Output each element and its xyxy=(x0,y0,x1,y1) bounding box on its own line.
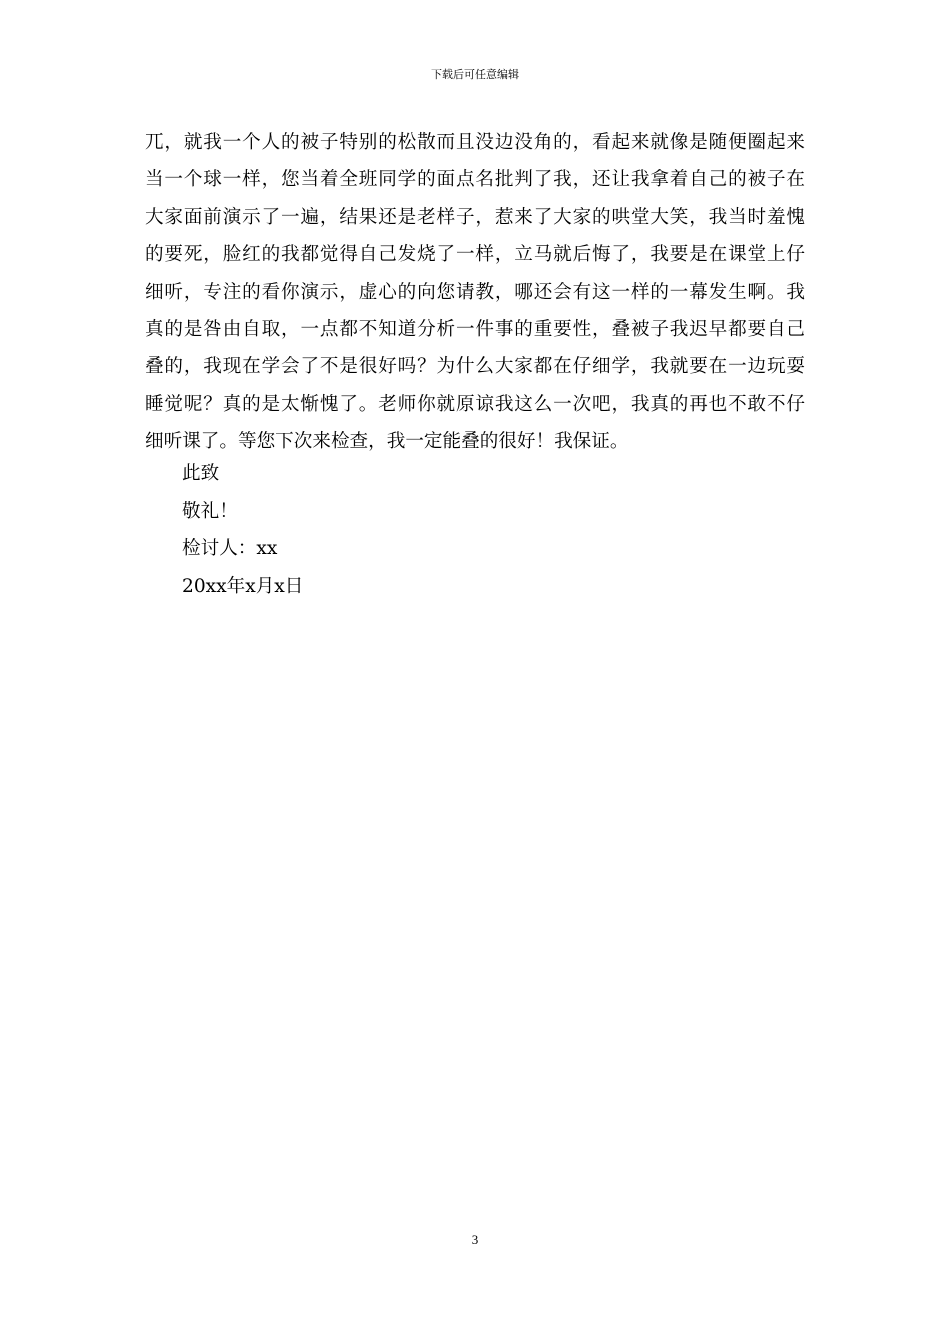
body-line: 当一个球一样，您当着全班同学的面点名批判了我，还让我拿着自己的被子在 xyxy=(145,169,805,191)
body-line: 叠的，我现在学会了不是很好吗？为什么大家都在仔细学，我就要在一边玩耍 xyxy=(145,356,805,378)
body-line: 睡觉呢？真的是太惭愧了。老师你就原谅我这么一次吧，我真的再也不敢不仔 xyxy=(145,393,805,415)
page-number: 3 xyxy=(471,1232,479,1247)
body-line: 的要死，脸红的我都觉得自己发烧了一样，立马就后悔了，我要是在课堂上仔 xyxy=(145,244,805,266)
body-line: 细听，专注的看你演示，虚心的向您请教，哪还会有这一样的一幕发生啊。我 xyxy=(145,281,805,303)
closing-date: 20xx年x月x日 xyxy=(182,575,304,597)
closing-regards: 敬礼！ xyxy=(182,500,238,522)
body-line: 真的是咎由自取，一点都不知道分析一件事的重要性，叠被子我迟早都要自己 xyxy=(145,318,805,340)
page-header: 下载后可任意编辑 xyxy=(431,68,519,81)
letter-body xyxy=(145,124,805,461)
body-line: 兀，就我一个人的被子特别的松散而且没边没角的，看起来就像是随便圈起来 xyxy=(145,132,805,153)
body-line: 大家面前演示了一遍，结果还是老样子，惹来了大家的哄堂大笑，我当时羞愧 xyxy=(145,206,805,228)
closing-salutation: 此致 xyxy=(182,463,220,484)
closing-author: 检讨人：xx xyxy=(182,538,278,559)
body-line: 细听课了。等您下次来检查，我一定能叠的很好！我保证。 xyxy=(145,431,629,453)
letter-closing xyxy=(182,455,303,605)
